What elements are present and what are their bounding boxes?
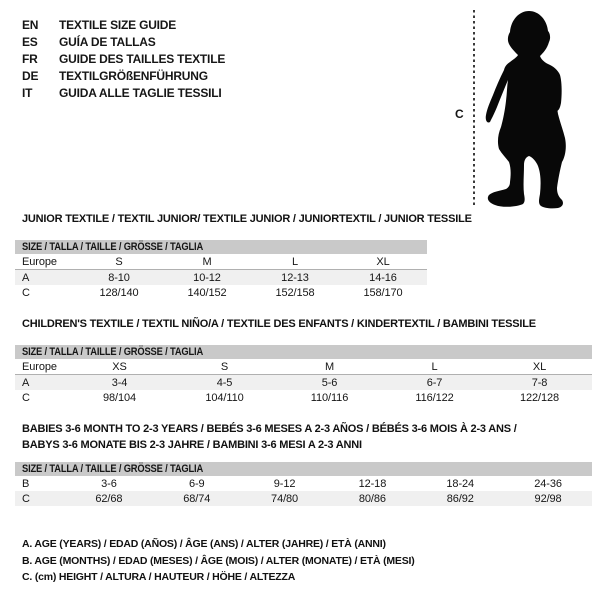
size-cell: S bbox=[75, 254, 163, 270]
size-cell: 116/122 bbox=[415, 391, 454, 404]
table-row bbox=[15, 285, 427, 300]
junior-table-title bbox=[22, 211, 472, 227]
size-cell: M bbox=[163, 254, 251, 270]
row-label: Europe bbox=[15, 359, 67, 375]
table-row bbox=[15, 390, 592, 405]
size-cell: 5-6 bbox=[277, 375, 382, 391]
size-header-label: SIZE / TALLA / TAILLE / GRÖSSE / TAGLIA bbox=[22, 463, 204, 475]
language-label: GUÍA DE TALLAS bbox=[59, 35, 156, 49]
size-cell: 104/110 bbox=[205, 391, 244, 404]
size-cell: 24-36 bbox=[534, 477, 562, 490]
size-cell: 8-10 bbox=[75, 270, 163, 286]
size-cell: 92/98 bbox=[504, 491, 592, 506]
size-cell: XL bbox=[487, 359, 592, 375]
babies-size-table bbox=[15, 462, 592, 506]
size-cell: 10-12 bbox=[163, 270, 251, 286]
footnote: C. (cm) HEIGHT / ALTURA / HAUTEUR / HÖHE / ALTEZZA bbox=[22, 571, 296, 583]
language-row bbox=[22, 16, 225, 33]
size-header-row bbox=[15, 345, 592, 359]
size-cell: 12-18 bbox=[358, 477, 387, 490]
footnote: B. AGE (MONTHS) / EDAD (MESES) / ÂGE (MOIS) / ALTER (MONATE) / ETÀ (MESI) bbox=[22, 554, 415, 567]
size-cell: 128/140 bbox=[99, 286, 139, 299]
size-cell: 6-9 bbox=[188, 477, 205, 490]
children-table-title bbox=[22, 316, 536, 332]
size-cell: M bbox=[277, 359, 382, 375]
row-label: C bbox=[22, 286, 30, 299]
size-header-label: SIZE / TALLA / TAILLE / GRÖSSE / TAGLIA bbox=[22, 346, 204, 358]
language-row bbox=[22, 33, 225, 50]
language-row bbox=[22, 67, 225, 84]
language-row bbox=[22, 50, 225, 67]
size-cell: 7-8 bbox=[487, 375, 592, 391]
language-list bbox=[22, 16, 225, 101]
height-measure-line bbox=[473, 10, 475, 207]
language-label: TEXTILE SIZE GUIDE bbox=[59, 18, 177, 32]
row-label: A bbox=[15, 270, 75, 286]
junior-size-table bbox=[15, 240, 427, 300]
size-cell: 4-5 bbox=[172, 375, 277, 391]
size-cell: L bbox=[251, 254, 339, 270]
size-cell: 74/80 bbox=[241, 491, 329, 506]
size-cell: 68/74 bbox=[153, 491, 241, 506]
size-cell: 14-16 bbox=[339, 270, 427, 286]
table-title-line: CHILDREN'S TEXTILE / TEXTIL NIÑO/A / TEXTILE DES ENFANTS / KINDERTEXTIL / BAMBINI TESSILE bbox=[22, 318, 536, 330]
language-row bbox=[22, 84, 225, 101]
size-cell: 3-4 bbox=[67, 375, 172, 391]
size-cell: 80/86 bbox=[328, 491, 416, 506]
baby-silhouette-icon bbox=[483, 8, 595, 210]
size-cell: 18-24 bbox=[446, 477, 475, 490]
babies-table-title bbox=[22, 421, 517, 453]
language-label: GUIDA ALLE TAGLIE TESSILI bbox=[59, 86, 222, 100]
size-cell: L bbox=[382, 359, 487, 375]
language-code: IT bbox=[22, 86, 33, 100]
table-title-line: BABIES 3-6 MONTH TO 2-3 YEARS / BEBÉS 3-6 MESES A 2-3 AÑOS / BÉBÉS 3-6 MOIS À 2-3 ANS / bbox=[22, 423, 517, 435]
size-cell: 6-7 bbox=[382, 375, 487, 391]
language-label: GUIDE DES TAILLES TEXTILE bbox=[59, 52, 226, 66]
table-row bbox=[15, 476, 592, 491]
size-cell: XS bbox=[67, 359, 172, 375]
size-cell: 62/68 bbox=[65, 491, 153, 506]
size-cell: 110/116 bbox=[310, 391, 349, 404]
size-cell: 9-12 bbox=[273, 477, 296, 490]
size-cell: 140/152 bbox=[187, 286, 227, 299]
size-header-row bbox=[15, 240, 427, 254]
size-cell: 12-13 bbox=[251, 270, 339, 286]
table-row bbox=[15, 359, 592, 375]
size-cell: 152/158 bbox=[275, 286, 315, 299]
size-cell: 86/92 bbox=[416, 491, 504, 506]
language-code: ES bbox=[22, 35, 38, 49]
language-code: DE bbox=[22, 69, 39, 83]
size-cell: XL bbox=[339, 254, 427, 270]
row-label: A bbox=[15, 375, 67, 391]
height-measure-label: C bbox=[455, 107, 464, 121]
size-header-row bbox=[15, 462, 592, 476]
row-label: C bbox=[15, 491, 65, 506]
table-row bbox=[15, 491, 592, 506]
row-label: B bbox=[22, 477, 30, 490]
row-label: C bbox=[22, 391, 30, 404]
size-cell: 98/104 bbox=[102, 391, 137, 404]
table-title-line: BABYS 3-6 MONATE BIS 2-3 JAHRE / BAMBINI 3-6 MESI A 2-3 ANNI bbox=[22, 439, 362, 451]
table-row bbox=[15, 254, 427, 270]
language-label: TEXTILGRÖßENFÜHRUNG bbox=[59, 69, 208, 83]
size-header-label: SIZE / TALLA / TAILLE / GRÖSSE / TAGLIA bbox=[22, 241, 204, 253]
table-row bbox=[15, 270, 427, 286]
row-label: Europe bbox=[15, 254, 75, 270]
footnote: A. AGE (YEARS) / EDAD (AÑOS) / ÂGE (ANS) / ALTER (JAHRE) / ETÀ (ANNI) bbox=[22, 538, 386, 550]
language-code: FR bbox=[22, 52, 38, 66]
table-title-line: JUNIOR TEXTILE / TEXTIL JUNIOR/ TEXTILE JUNIOR / JUNIORTEXTIL / JUNIOR TESSILE bbox=[22, 213, 472, 225]
children-size-table bbox=[15, 345, 592, 405]
size-cell: 3-6 bbox=[101, 477, 117, 490]
size-cell: S bbox=[172, 359, 277, 375]
size-cell: 122/128 bbox=[519, 391, 560, 404]
language-code: EN bbox=[22, 18, 39, 32]
size-cell: 158/170 bbox=[363, 286, 403, 299]
table-row bbox=[15, 375, 592, 391]
footnotes bbox=[22, 536, 415, 586]
